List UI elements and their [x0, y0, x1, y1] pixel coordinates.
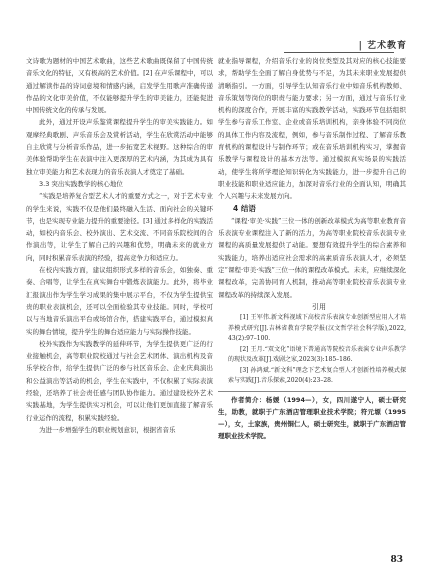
references-list: [218, 313, 406, 387]
page-number: 83: [390, 555, 403, 565]
header-rule: [284, 52, 394, 53]
body-paragraph: 为进一步增强学生的职业规划意识，根据省音乐: [39, 425, 176, 434]
body-paragraph: 校外实践作为实践教学的延伸环节，为学生提供更广泛的行业接触机会，高等职业院校通过与社会艺术团体、演出机构及音乐学校合作，给学生提供广泛的参与社区音乐会、企业庆典演出和公益演出等活动的机会，学生在实践中，不仅积累了实际表演经验，还培养了社会责任感与团队协作能力。通过建设校外艺术实践基地，为学生提供实习机会，可以让他们更加直接了解音乐行业运作的流程，积累实践经验。: [26, 339, 213, 422]
left-column: [26, 55, 213, 436]
right-column-body: [218, 55, 406, 203]
body-paragraph: 文诗歌为题材的中国艺术歌曲，这些艺术歌曲既保留了中国传统音乐文化的特征，又有极高的艺术价值。[2] 在声乐课程中，可以通过解读作品的诗词意境和情感内涵，启发学生用歌声准确传递作品的文化审美价值，不仅能够提升学生的审美能力，还能促进中国传统文化的传承与发展。: [26, 57, 213, 115]
reference-item: [3] 孙鸿斌.“新文科”理念下艺术复合型人才创新性培养模式探索与实践[J].音乐探索,2020(4):23–28.: [228, 366, 406, 385]
conclusion-paragraph: “课程·审美·实践”三位一体的创新改革模式为高等职业教育音乐表演专业课程注入了新的活力，为高等职业院校音乐表演专业课程的高质量发展提供了动能。要想有效提升学生的综合素养和实践能力，培养出适应社会需求的高素质音乐表演人才，必须坚定“课程·审美·实践”三位一体的课程改革模式。未来，应继续深化课程改革，完善协同育人机制，推动高等职业院校音乐表演专业课程改革的持续深入发展。: [218, 216, 406, 299]
references-title: 引用: [312, 302, 326, 311]
reference-item: [2] 王月.“双文化”语境下普通高等院校音乐表演专业声乐教学的现状及改革[J].戏剧之家,2023(3):185–186.: [228, 345, 406, 364]
author-rule: [218, 391, 406, 392]
section-subheading: 3.3 突出实践教学的核心地位: [39, 179, 123, 188]
body-paragraph: “实践是培养复合型艺术人才的重要方式之一，对于艺术专业的学生来说，实践不仅是他们最终融入生活、面向社会的关键环节，也是实现专业能力提升的重要途径。[3] 通过多样化的实践活动，如校内音乐会、校外演出、艺术交流、不同音乐院校间的合作演出等，让学生了解自己的兴趣和优势，明确未来的就业方向，同时积累音乐表演的经验，提高竞争力和适应力。: [26, 192, 213, 262]
body-paragraph: 在校内实践方面，建议组织形式多样的音乐会，如独奏、重奏、合唱等，让学生在真实舞台中锻炼表演能力。此外，将毕业汇报演出作为学生学习成果的集中展示平台，不仅为学生提供宝贵的职业表演机会，还可以全面检验其专业技能。同时，学校可以与当地音乐演出平台或场馆合作，搭建实践平台，通过模拟真实的舞台情境，提升学生的舞台适应能力与实际操作技能。: [26, 266, 213, 336]
conclusion-title: 4 结语: [233, 203, 256, 213]
right-column: [218, 55, 406, 442]
body-paragraph: 此外，通过开设声乐鉴赏课程提升学生的审美实践能力。如观摩经典歌剧、声乐音乐会及赏析活动，学生在欣赏活动中能够自主欣赏与分析音乐作品，进一步拓宽艺术视野。这种综合的审美体验帮助学生在表演中注入更深厚的艺术内涵，为其成为具有独立审美能力和艺术表现力的音乐表演人才奠定了基础。: [26, 118, 213, 176]
conclusion-body: [218, 215, 406, 301]
author-info: 作者简介：杨媛（1994—），女，四川遂宁人，硕士研究生，助教，就职于广东酒店管理职业技术学院；符元塬（1995—），女，土家族，贵州铜仁人，硕士研究生，就职于广东酒店管理职业技术学院。: [218, 395, 406, 440]
section-header: | 艺术教育: [358, 41, 407, 51]
reference-item: [1] 王军伟.新文科视域下高校音乐表演专业创新型应用人才培养模式研究[J].吉林省教育学院学报(汉文哲学社会科学版),2022, 43(2):97–100.: [228, 314, 406, 343]
body-paragraph: 就业指导课程，介绍音乐行业的岗位类型及其对应的核心技能要求，帮助学生全面了解自身优势与不足，为其未来职业发展提供清晰指引。一方面，引导学生认知音乐行业中如音乐机构教师、音乐策划等岗位的职责与能力要求；另一方面，通过与音乐行业机构的深度合作，开展丰富的实践教学活动，实践环节包括组织学生参与音乐工作室、企业或音乐培训机构，亲身体验不同岗位的具体工作内容及流程，例如，参与音乐制作过程、了解音乐教育机构的课程设计与制作环节；或在音乐培训机构实习，掌握音乐教学与课程设计的基本方法等。通过模拟真实场景的实践活动，使学生将所学理论知识转化为实践能力，进一步提升自己的职业技能和职业适应能力，加深对音乐行业的全面认知，明确其个人兴趣与未来发展方向。: [218, 57, 406, 201]
